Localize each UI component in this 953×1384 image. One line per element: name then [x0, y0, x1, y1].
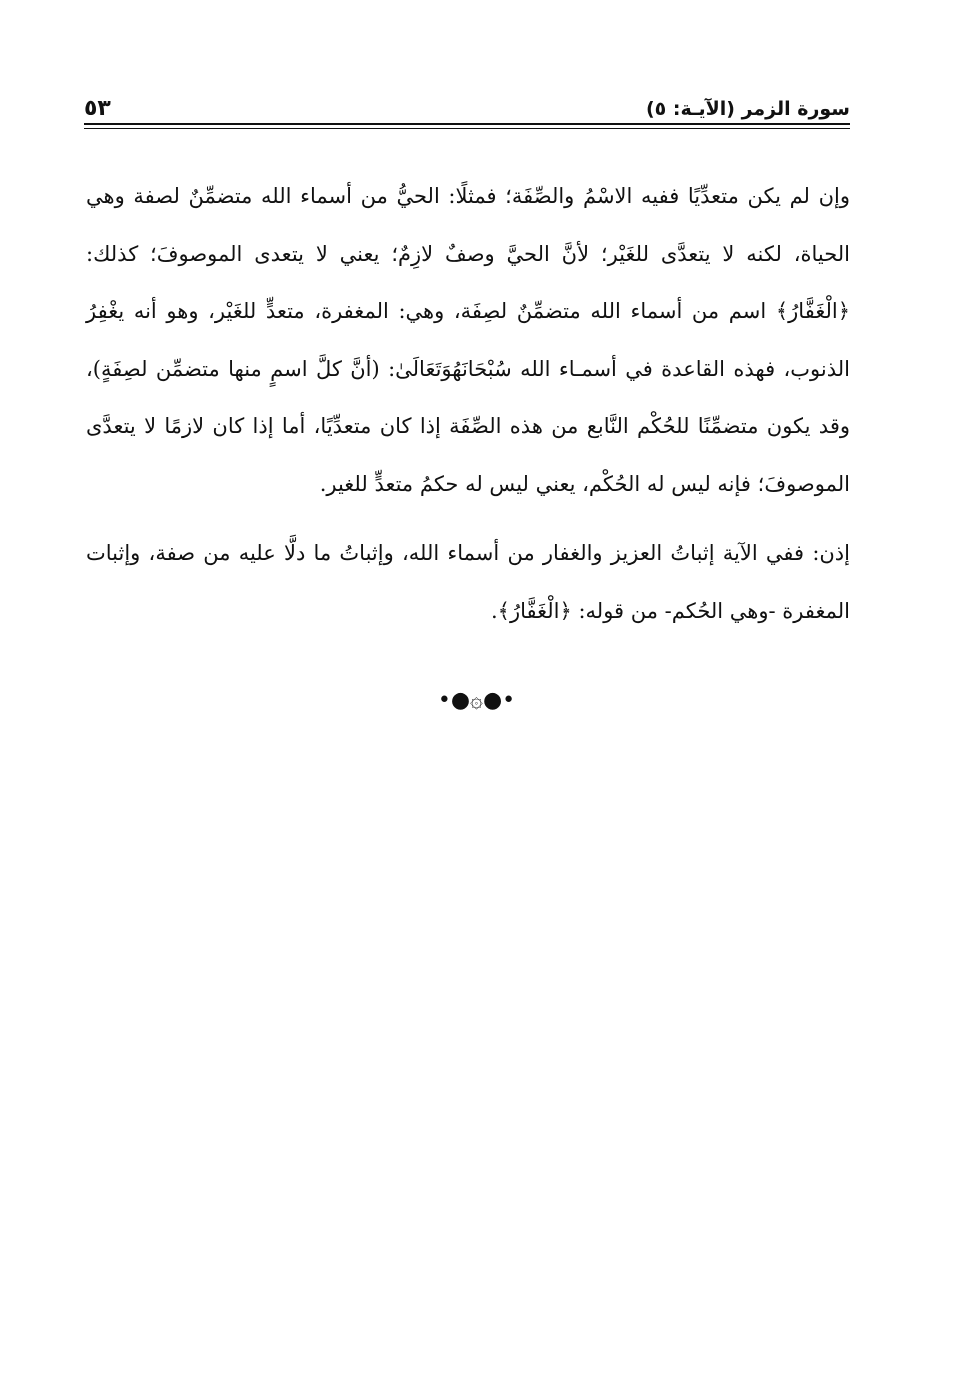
paragraph-1: وإن لم يكن متعدِّيًا ففيه الاسْمُ والصِّفَة؛ فمثلًا: الحيُّ من أسماء الله متضمِّنٌ لصفة وهي الحياة، لكنه لا يتعدَّى للغَيْر؛ لأنَّ الحيَّ وصفٌ لازِمٌ؛ يعني لا يتعدى الموصوفَ؛ كذلك: ﴿الْغَفَّارُ﴾ اسم من أسماء الله متضمِّنٌ لصِفَة، وهي: المغفرة، متعدٍّ للغَيْر، وهو أنه يغْفِرُ الذنوب، فهذه القاعدة في أسمـاء الله سُبْحَانَهُوَتَعَالَىٰ: (أنَّ كلَّ اسمٍ منها متضمِّن لصِفَةٍ)، وقد يكون متضمِّنًا للحُكْم النَّابع من هذه الصِّفَة إذا كان متعدِّيًا، أما إذا كان لازمًا لا يتعدَّى الموصوفَ؛ فإنه ليس له الحُكْم، يعني ليس له حكمُ متعدٍّ للغير. [86, 184, 850, 496]
running-header [84, 88, 850, 122]
page-number: ٥٣ [84, 96, 111, 121]
section-end-ornament: •●۞●• [437, 688, 516, 713]
header-rule [84, 123, 850, 125]
paragraph-2: إذن: ففي الآية إثباتُ العزيز والغفار من أسماء الله، وإثباتُ ما دلَّا عليه من صفة، وإثبات المغفرة -وهي الحُكم- من قوله: ﴿الْغَفَّارُ﴾. [86, 541, 850, 623]
body-text [86, 168, 850, 640]
surah-header-title: سورة الزمر (الآيـة: ٥) [645, 98, 850, 120]
header-rule-thin [84, 128, 850, 129]
